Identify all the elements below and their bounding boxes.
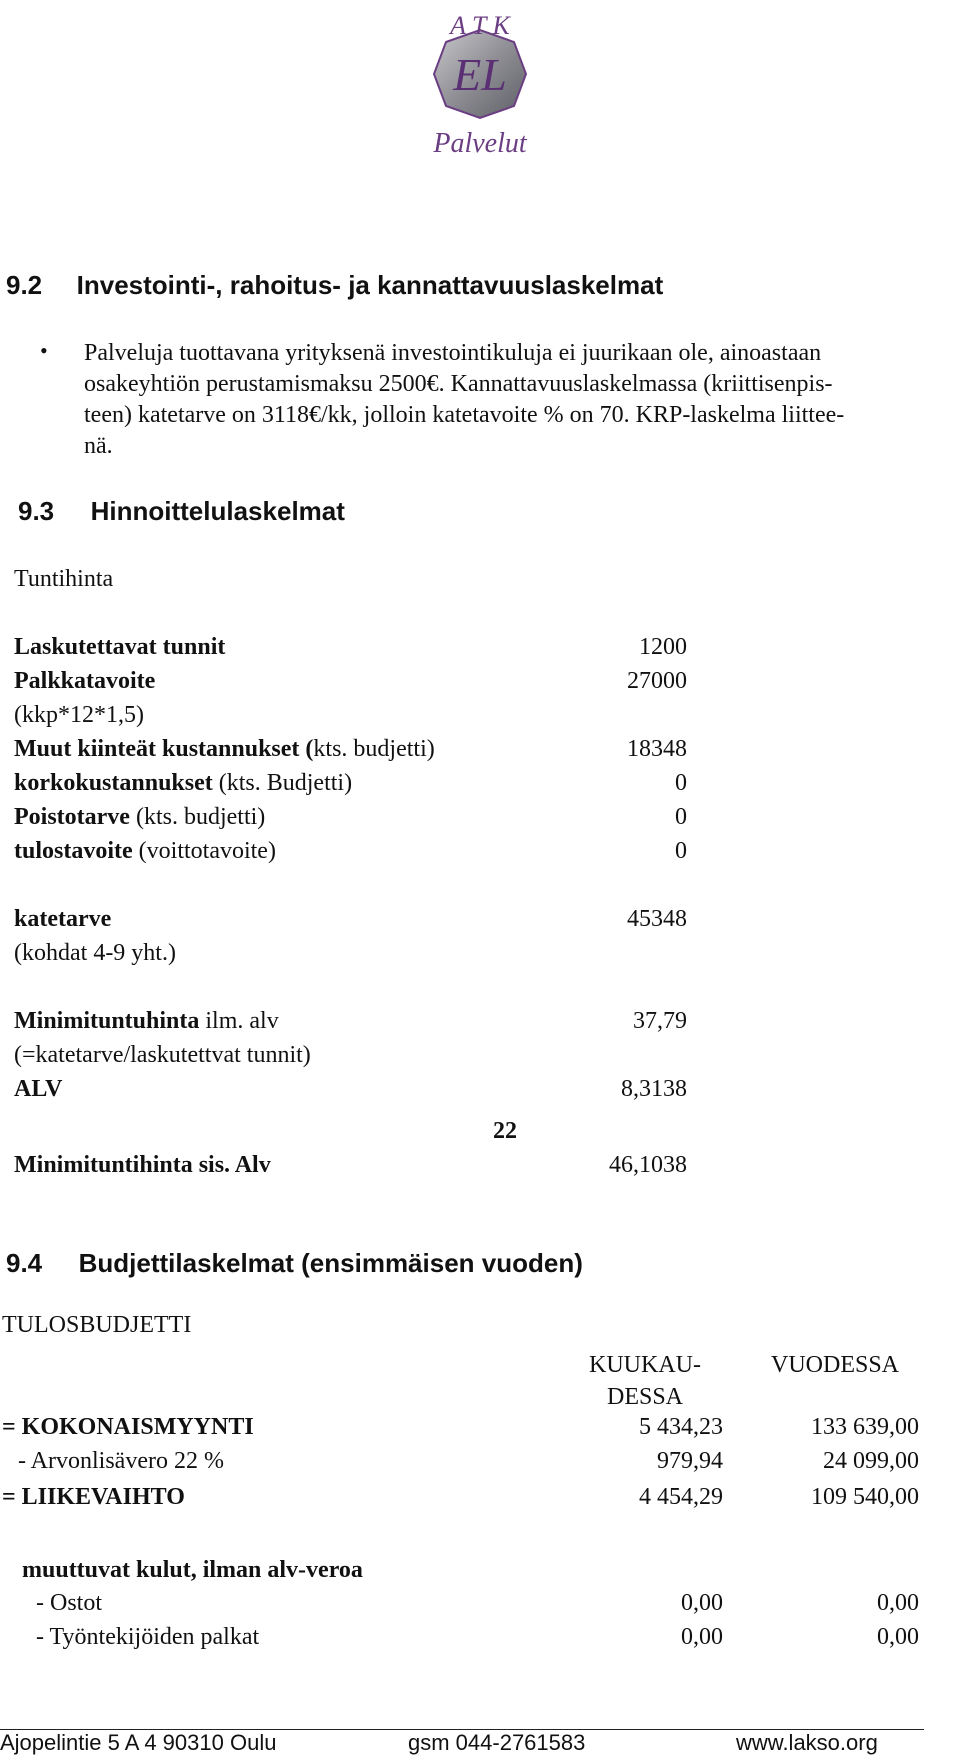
pricing-row-value: 8,3138 [621,1076,687,1102]
pricing-row-label [14,940,176,967]
pricing-row-label-bold: Palkkatavoite [14,668,156,694]
col-header-month-1: KUUKAU- [589,1352,701,1378]
pricing-row-label-bold: Muut kiinteät kustannukset ( [14,736,314,762]
section-title: Budjettilaskelmat (ensimmäisen vuoden) [78,1248,583,1278]
section-9-2-paragraph [84,338,944,462]
budget-row-year-value: 133 639,00 [811,1414,919,1440]
pricing-row-label-normal: ilm. alv [205,1008,279,1034]
section-number: 9.2 [6,270,43,300]
pricing-row-label-normal: (kts. budjetti) [135,804,266,830]
pricing-row-label-bold: Minimituntihinta sis. Alv [14,1152,271,1178]
footer-phone: gsm 044-2761583 [408,1730,586,1755]
pricing-row-label [14,838,276,865]
pricing-row-label [14,736,435,763]
budget-row-year-value: 24 099,00 [823,1448,919,1474]
budget-row-month-value: 979,94 [657,1448,723,1474]
pricing-subtitle: Tuntihinta [14,566,114,592]
pricing-row-label-bold: Laskutettavat tunnit [14,634,226,660]
pricing-row-label-bold: tulostavoite [14,838,139,864]
pricing-row-value: 45348 [627,906,687,932]
pricing-row-label-bold: korkokustannukset [14,770,219,796]
pricing-row-label [14,1076,62,1103]
paragraph-line: osakeyhtiön perustamismaksu 2500€. Kannattavuuslaskelmassa (kriittisenpis- [84,371,833,397]
pricing-row-label-bold: Minimituntuhinta [14,1008,206,1034]
footer-address: Ajopelintie 5 A 4 90310 Oulu [0,1730,277,1755]
budget-row-year-value: 0,00 [877,1590,919,1616]
pricing-row-value: 37,79 [633,1008,687,1034]
pricing-row-label [14,804,265,831]
section-title: Hinnoittelulaskelmat [90,496,345,526]
logo-monogram: EL [453,49,507,100]
footer-web-link[interactable]: www.lakso.org [736,1730,878,1755]
paragraph-line: nä. [84,433,113,459]
pricing-row-value: 1200 [639,634,687,660]
budget-row-year-value: 0,00 [877,1624,919,1650]
pricing-row-value: 0 [675,838,687,864]
section-9-3-heading [18,496,345,527]
pricing-row-value: 0 [675,804,687,830]
pricing-row-label [14,770,352,797]
budget-row-year-value: 109 540,00 [811,1484,919,1510]
budget-row-month-value: 0,00 [681,1590,723,1616]
pricing-row-label-normal: kts. budjetti) [313,736,435,762]
section-number: 9.3 [18,496,55,526]
bullet-icon: • [40,338,48,363]
col-header-year: VUODESSA [770,1352,899,1378]
pricing-row-label [14,702,144,729]
section-9-4-heading [6,1248,583,1279]
budget-row-month-value: 5 434,23 [639,1414,723,1440]
budget-subtitle: TULOSBUDJETTI [2,1312,192,1338]
pricing-row-label [14,1152,271,1179]
budget-row-label: = KOKONAISMYYNTI [2,1414,254,1440]
budget-row-label: - Työntekijöiden palkat [36,1624,260,1650]
budget-row-month-value: 0,00 [681,1624,723,1650]
pricing-row-label-normal: (kts. Budjetti) [218,770,353,796]
pricing-row-value: 18348 [627,736,687,762]
logo-letters: A T K [450,11,510,40]
budget-row-label: = LIIKEVAIHTO [2,1484,185,1510]
paragraph-line: teen) katetarve on 3118€/kk, jolloin katetavoite % on 70. KRP-laskelma liittee- [84,402,845,428]
paragraph-line: Palveluja tuottavana yrityksenä investointikuluja ei juurikaan ole, ainoastaan [84,340,822,366]
pricing-row-label-bold: katetarve [14,906,112,932]
pricing-row-label [14,1042,311,1069]
budget-row-month-value: 4 454,29 [639,1484,723,1510]
pricing-row-label-bold: Poistotarve [14,804,136,830]
atk-el-palvelut-logo [418,0,548,180]
col-header-month-2: DESSA [606,1384,684,1410]
section-9-2-heading [6,270,663,301]
pricing-row-value: 0 [675,770,687,796]
alv-percent: 22 [493,1118,517,1144]
pricing-row-label [14,1008,279,1035]
pricing-row-label-normal: (kohdat 4-9 yht.) [14,940,176,966]
pricing-row-value: 46,1038 [609,1152,687,1178]
pricing-row-value: 27000 [627,668,687,694]
logo-tagline: Palvelut [433,128,527,159]
pricing-row-label-bold: ALV [14,1076,63,1102]
pricing-row-label [14,668,155,695]
pricing-row-label-normal: (=katetarve/laskutettvat tunnit) [14,1042,311,1068]
section-title: Investointi-, rahoitus- ja kannattavuuslaskelmat [76,270,664,300]
pricing-row-label-normal: (voittotavoite) [138,838,276,864]
variable-costs-heading: muuttuvat kulut, ilman alv-veroa [22,1557,363,1583]
pricing-row-label-normal: (kkp*12*1,5) [14,702,144,728]
budget-row-label: - Ostot [36,1590,102,1616]
section-number: 9.4 [6,1248,43,1278]
pricing-row-label [14,906,111,933]
pricing-row-label [14,634,225,661]
budget-row-label: - Arvonlisävero 22 % [18,1448,224,1474]
